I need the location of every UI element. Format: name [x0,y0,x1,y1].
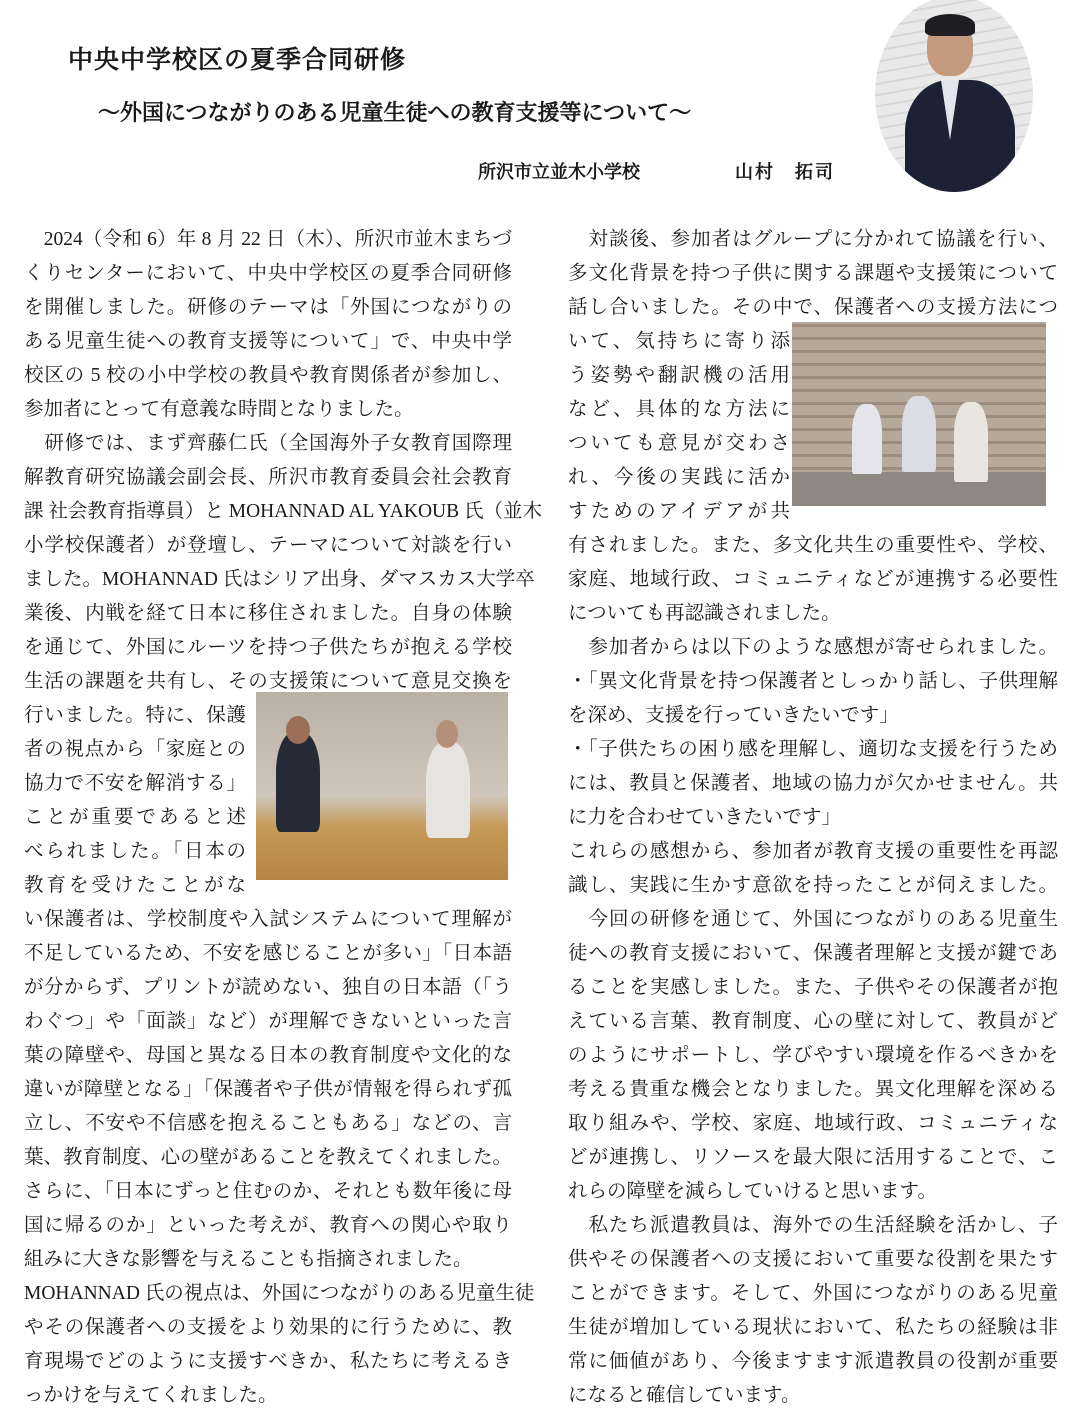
text-line: ることを実感しました。また、子供やその保護者が抱 [568,977,1058,998]
text-line: 研修では、まず齊藤仁氏（全国海外子女教育国際理 [24,433,512,454]
text-line: ました。MOHANNAD 氏はシリア出身、ダマスカス大学卒 [24,569,535,590]
text-line: 教育を受けたことがな [24,875,246,896]
text-line: に力を合わせていきたいです」 [568,807,842,828]
text-line: 課 社会教育指導員）と MOHANNAD AL YAKOUB 氏（並木 [24,501,543,522]
text-line: 葉、教育制度、心の壁があることを教えてくれました。 [24,1147,512,1168]
text-line: を開催しました。研修のテーマは「外国につながりの [24,297,512,318]
text-line: 不足しているため、不安を感じることが多い」「日本語 [24,943,512,964]
text-line: 取り組みや、学校、家庭、地域行政、コミュニティな [568,1113,1058,1134]
text-line: ことができます。そして、外国につながりのある児童 [568,1283,1058,1304]
text-line: MOHANNAD 氏の視点は、外国につながりのある児童生徒 [24,1283,535,1304]
text-line: 立し、不安や不信感を抱えることもある」などの、言 [24,1113,512,1134]
text-line: 生活の課題を共有し、その支援策について意見交換を [24,671,512,692]
text-line: い保護者は、学校制度や入試システムについて理解が [24,909,512,930]
text-line: 多文化背景を持つ子供に関する課題や支援策について [568,263,1058,284]
text-line: 参加者からは以下のような感想が寄せられました。 [568,637,1058,658]
text-line: 解教育研究協議会副会長、所沢市教育委員会社会教育 [24,467,512,488]
text-line: 者の視点から「家庭との [24,739,246,760]
author-portrait-photo [875,0,1033,192]
text-line: ・「異文化背景を持つ保護者としっかり話し、子供理解 [568,671,1058,692]
text-line: 校区の 5 校の小中学校の教員や教育関係者が参加し、 [24,365,512,386]
text-line: についても再認識されました。 [568,603,841,624]
text-line: 国に帰るのか」といった考えが、教育への関心や取り [24,1215,512,1236]
text-line: ある児童生徒への教育支援等について」で、中央中学 [24,331,512,352]
text-line: 有されました。また、多文化共生の重要性や、学校、 [568,535,1058,556]
text-line: 対談後、参加者はグループに分かれて協議を行い、 [568,229,1058,250]
text-line: 協力で不安を解消する」 [24,773,246,794]
text-line: 組みに大きな影響を与えることも指摘されました。 [24,1249,473,1270]
text-line: 常に価値があり、今後ますます派遣教員の役割が重要 [568,1351,1058,1372]
text-line: 話し合いました。その中で、保護者への支援方法につ [568,297,1058,318]
text-line: やその保護者への支援をより効果的に行うために、教 [24,1317,512,1338]
text-line: を通じて、外国にルーツを持つ子供たちが抱える学校 [24,637,512,658]
text-line: ことが重要であると述 [24,807,246,828]
text-line: ついても意見が交わさ [568,433,790,454]
text-line: れ、今後の実践に活か [568,467,790,488]
group-discussion-photo [792,322,1046,506]
text-line: えている言葉、教育制度、心の壁に対して、教員がど [568,1011,1058,1032]
text-line: 業後、内戦を経て日本に移住されました。自身の体験 [24,603,512,624]
text-line: っかけを与えてくれました。 [24,1385,278,1406]
text-line: 育現場でどのように支援すべきか、私たちに考えるき [24,1351,512,1372]
text-line: のようにサポートし、学びやすい環境を作るべきかを [568,1045,1058,1066]
text-line: くりセンターにおいて、中央中学校区の夏季合同研修 [24,263,512,284]
text-line: ・「子供たちの困り感を理解し、適切な支援を行うため [568,739,1058,760]
article-subtitle: ～外国につながりのある児童生徒への教育支援等について～ [98,100,692,125]
text-line: 供やその保護者への支援において重要な役割を果たす [568,1249,1058,1270]
text-line: 小学校保護者）が登壇し、テーマについて対談を行い [24,535,512,556]
text-line: 私たち派遣教員は、海外での生活経験を活かし、子 [568,1215,1058,1236]
text-line: う姿勢や翻訳機の活用 [568,365,790,386]
text-line: になると確信しています。 [568,1385,801,1406]
text-line: どが連携し、リソースを最大限に活用することで、こ [568,1147,1058,1168]
text-line: 今回の研修を通じて、外国につながりのある児童生 [568,909,1058,930]
text-line: べられました。「日本の [24,841,246,862]
text-line: 参加者にとって有意義な時間となりました。 [24,399,414,420]
text-line: 葉の障壁や、母国と異なる日本の教育制度や文化的な [24,1045,512,1066]
text-line: さらに、「日本にずっと住むのか、それとも数年後に母 [24,1181,512,1202]
text-line: 識し、実践に生かす意欲を持ったことが伺えました。 [568,875,1058,896]
text-line: には、教員と保護者、地域の協力が欠かせません。共 [568,773,1058,794]
author-school: 所沢市立並木小学校 [478,162,640,182]
text-line: など、具体的な方法に [568,399,790,420]
text-line: 2024（令和 6）年 8 月 22 日（木）、所沢市並木まちづ [24,229,512,250]
text-line: いて、気持ちに寄り添 [568,331,790,352]
text-line: が分からず、プリントが読めない、独自の日本語（「う [24,977,512,998]
author-name: 山村 拓司 [735,162,835,182]
dialogue-stage-photo [256,692,508,880]
text-line: 生徒が増加している現状において、私たちの経験は非 [568,1317,1058,1338]
text-line: すためのアイデアが共 [568,501,790,522]
text-line: れらの障壁を減らしていけると思います。 [568,1181,937,1202]
text-line: を深め、支援を行っていきたいです」 [568,705,899,726]
text-line: これらの感想から、参加者が教育支援の重要性を再認 [568,841,1058,862]
article-title: 中央中学校区の夏季合同研修 [68,46,407,74]
text-line: 家庭、地域行政、コミュニティなどが連携する必要性 [568,569,1058,590]
text-line: 徒への教育支援において、保護者理解と支援が鍵であ [568,943,1058,964]
text-line: わぐつ」や「面談」など）が理解できないといった言 [24,1011,512,1032]
text-line: 行いました。特に、保護 [24,705,246,726]
text-line: 違いが障壁となる」「保護者や子供が情報を得られず孤 [24,1079,512,1100]
text-line: 考える貴重な機会となりました。異文化理解を深める [568,1079,1058,1100]
